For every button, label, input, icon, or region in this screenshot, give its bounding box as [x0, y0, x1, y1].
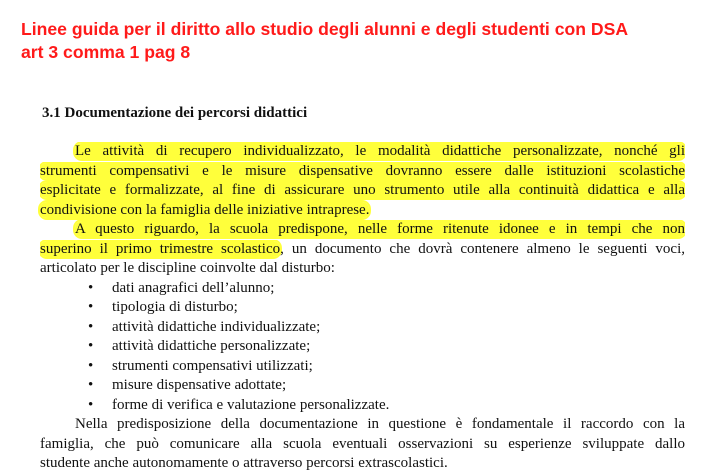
- document-title: [21, 18, 711, 64]
- bullet: •: [88, 299, 94, 315]
- document-items-list: [40, 279, 685, 416]
- title-line-2: art 3 comma 1 pag 8: [21, 42, 191, 62]
- highlight: Le attività di recupero individualizzato, le modalità didattiche personalizzate, nonché gli: [75, 143, 685, 159]
- list-item: • dati anagrafici dell’alunno;: [40, 279, 685, 299]
- list-item: • misure dispensative adottate;: [40, 376, 685, 396]
- list-item: • attività didattiche individualizzate;: [40, 318, 685, 338]
- list-item: • tipologia di disturbo;: [40, 298, 685, 318]
- highlight: condivisione con la famiglia delle iniziative intraprese.: [40, 201, 370, 218]
- title-line-1: Linee guida per il diritto allo studio degli alunni e degli studenti con DSA: [21, 19, 629, 39]
- paragraph-2-line-2: [40, 240, 685, 260]
- list-item: • forme di verifica e valutazione personalizzate.: [40, 396, 685, 416]
- list-item: • attività didattiche personalizzate;: [40, 337, 685, 357]
- section-heading: 3.1 Documentazione dei percorsi didattici: [42, 105, 308, 121]
- paragraph-1-line-2: [40, 162, 685, 182]
- bullet: •: [88, 318, 94, 335]
- bullet: •: [88, 357, 94, 374]
- bullet: •: [88, 377, 94, 393]
- paragraph-3-line-1: Nella predisposizione della documentazione in questione è fondamentale il raccordo con la: [75, 416, 685, 432]
- document-body: [40, 142, 685, 474]
- paragraph-2-line-3: articolato per le discipline coinvolte dal disturbo:: [40, 260, 335, 276]
- bullet: •: [88, 338, 94, 354]
- highlight: strumenti compensativi e le misure dispensative dovranno essere dalle istituzioni scolastiche: [40, 162, 685, 179]
- paragraph-1-line-4: [40, 201, 685, 221]
- list-item: • strumenti compensativi utilizzati;: [40, 357, 685, 377]
- highlight: superino il primo trimestre scolastico: [40, 240, 281, 257]
- bullet: •: [88, 396, 94, 413]
- highlight: esplicitate e formalizzate, al fine di assicurare uno strumento utile alla continuità didattica e alla: [40, 182, 685, 198]
- paragraph-3-line-3: studente anche autonomamente o attraverso percorsi extrascolastici.: [40, 455, 448, 471]
- paragraph-2-line-1: [40, 220, 685, 240]
- paragraph-2-line-2-rest: , un documento che dovrà contenere almeno le seguenti voci,: [280, 240, 685, 257]
- paragraph-3-line-2: famiglia, che può comunicare alla scuola eventuali osservazioni su esperienze sviluppate dallo: [40, 435, 685, 452]
- paragraph-1-line-3: [40, 181, 685, 201]
- highlight: A questo riguardo, la scuola predispone, nelle forme ritenute idonee e in tempi che non: [75, 221, 685, 237]
- paragraph-1-line-1: [40, 142, 685, 162]
- bullet: •: [88, 279, 94, 296]
